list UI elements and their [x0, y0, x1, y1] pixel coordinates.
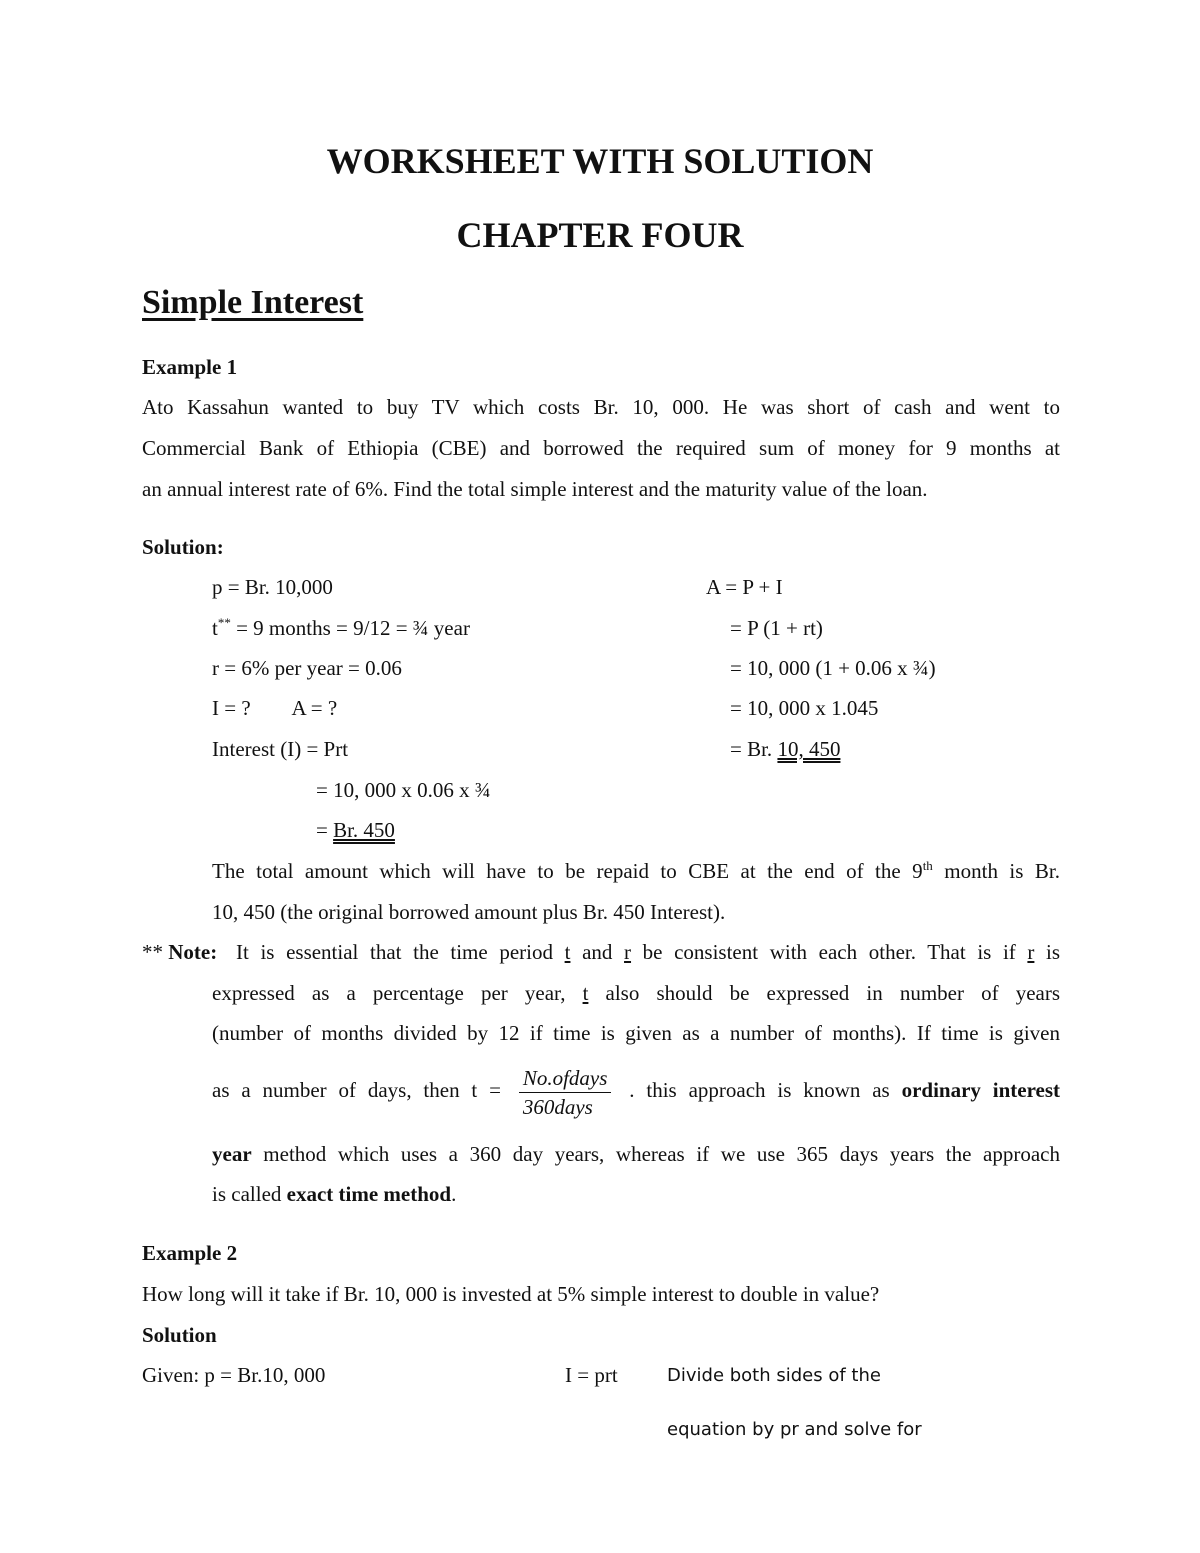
interest-result	[316, 810, 395, 851]
conclusion-text-end: month is Br.	[932, 859, 1060, 883]
note-text: as a number of days, then t =	[212, 1078, 501, 1102]
given-r: r = 6% per year = 0.06	[212, 656, 402, 680]
fraction-denominator: 360days	[522, 1094, 593, 1119]
note-label: Note:	[168, 940, 218, 964]
ordinal-suffix: th	[922, 858, 933, 873]
t-footnote-mark: **	[217, 615, 231, 630]
conclusion-line: 10, 450 (the original borrowed amount plus Br. 450 Interest).	[212, 900, 726, 924]
note-text: .	[451, 1182, 457, 1206]
example2-note-line-2: equation by pr and solve for	[667, 1419, 922, 1440]
note-line-1	[236, 932, 1060, 973]
example2-formula: I = prt	[565, 1363, 618, 1387]
example1-heading: Example 1	[142, 355, 238, 379]
note-text: be consistent with each other. That is if	[642, 940, 1016, 964]
chapter-title: CHAPTER FOUR	[456, 215, 744, 255]
note-var-t: t	[564, 940, 571, 964]
note-text: and	[582, 940, 613, 964]
note-text: expressed as a percentage per year,	[212, 981, 566, 1005]
result-prefix: =	[316, 818, 334, 842]
note-text: . this approach is known as	[629, 1078, 890, 1102]
note-line-5	[212, 1134, 1060, 1175]
maturity-step-1: = P (1 + rt)	[730, 616, 823, 640]
conclusion	[212, 851, 1060, 933]
exact-time-term: exact time method	[286, 1182, 452, 1206]
year-term: year	[212, 1142, 252, 1166]
interest-calculation: = 10, 000 x 0.06 x ¾	[316, 778, 491, 802]
fraction-numerator: No.ofdays	[519, 1064, 612, 1093]
note-text: It is essential that the time period	[236, 940, 553, 964]
example2-given: Given: p = Br.10, 000	[142, 1363, 326, 1387]
t-variable: t	[212, 616, 218, 640]
maturity-prefix: = Br.	[730, 737, 778, 761]
given-p: p = Br. 10,000	[212, 575, 333, 599]
note-line-6	[212, 1174, 456, 1215]
example2-heading: Example 2	[142, 1241, 238, 1265]
note-stars	[142, 932, 217, 973]
note-var-r: r	[624, 940, 632, 964]
note-text: also should be expressed in number of years	[605, 981, 1061, 1005]
ordinary-interest-term: ordinary interest	[901, 1078, 1061, 1102]
maturity-formula: A = P + I	[706, 575, 783, 599]
problem-line: Commercial Bank of Ethiopia (CBE) and borrowed the required sum of money for 9 months at	[142, 436, 1060, 460]
maturity-result-value: 10, 450	[777, 737, 841, 761]
problem-line: an annual interest rate of 6%. Find the total simple interest and the maturity value of the loan.	[142, 477, 928, 501]
example2-solution-label: Solution	[142, 1323, 217, 1347]
t-value: = 9 months = 9/12 = ¾ year	[230, 616, 470, 640]
note-var-r: r	[1027, 940, 1035, 964]
example2-note-line-1: Divide both sides of the	[667, 1365, 881, 1386]
note-var-t: t	[582, 981, 589, 1005]
maturity-step-2: = 10, 000 (1 + 0.06 x ¾)	[730, 656, 936, 680]
note-text: is called	[212, 1182, 282, 1206]
maturity-step-3: = 10, 000 x 1.045	[730, 696, 879, 720]
interest-formula: Interest (I) = Prt	[212, 737, 349, 761]
example1-problem	[142, 387, 1060, 510]
conclusion-text: The total amount which will have to be repaid to CBE at the end of the 9	[212, 859, 923, 883]
section-title: Simple Interest	[142, 284, 364, 321]
days-fraction	[519, 1064, 612, 1121]
problem-line: Ato Kassahun wanted to buy TV which costs Br. 10, 000. He was short of cash and went to	[142, 395, 1060, 419]
example1-solution-label: Solution:	[142, 535, 224, 559]
note-text: method which uses a 360 day years, whereas if we use 365 days years the approach	[263, 1142, 1061, 1166]
example2-problem: How long will it take if Br. 10, 000 is invested at 5% simple interest to double in value?	[142, 1282, 880, 1306]
interest-result-value: Br. 450	[333, 818, 395, 842]
worksheet-title: WORKSHEET WITH SOLUTION	[326, 141, 874, 181]
note-line-2	[212, 973, 1060, 1014]
unknowns: I = ? A = ?	[212, 696, 338, 720]
note-line-4	[212, 1060, 1060, 1121]
given-t	[212, 608, 470, 649]
note-text: (number of months divided by 12 if time is given as a number of months). If time is given	[212, 1021, 1060, 1045]
conclusion-line	[212, 851, 1060, 892]
note-text: is	[1046, 940, 1061, 964]
maturity-result	[730, 729, 840, 770]
note-line-3	[212, 1013, 1060, 1054]
note-asterisks: **	[142, 940, 163, 964]
